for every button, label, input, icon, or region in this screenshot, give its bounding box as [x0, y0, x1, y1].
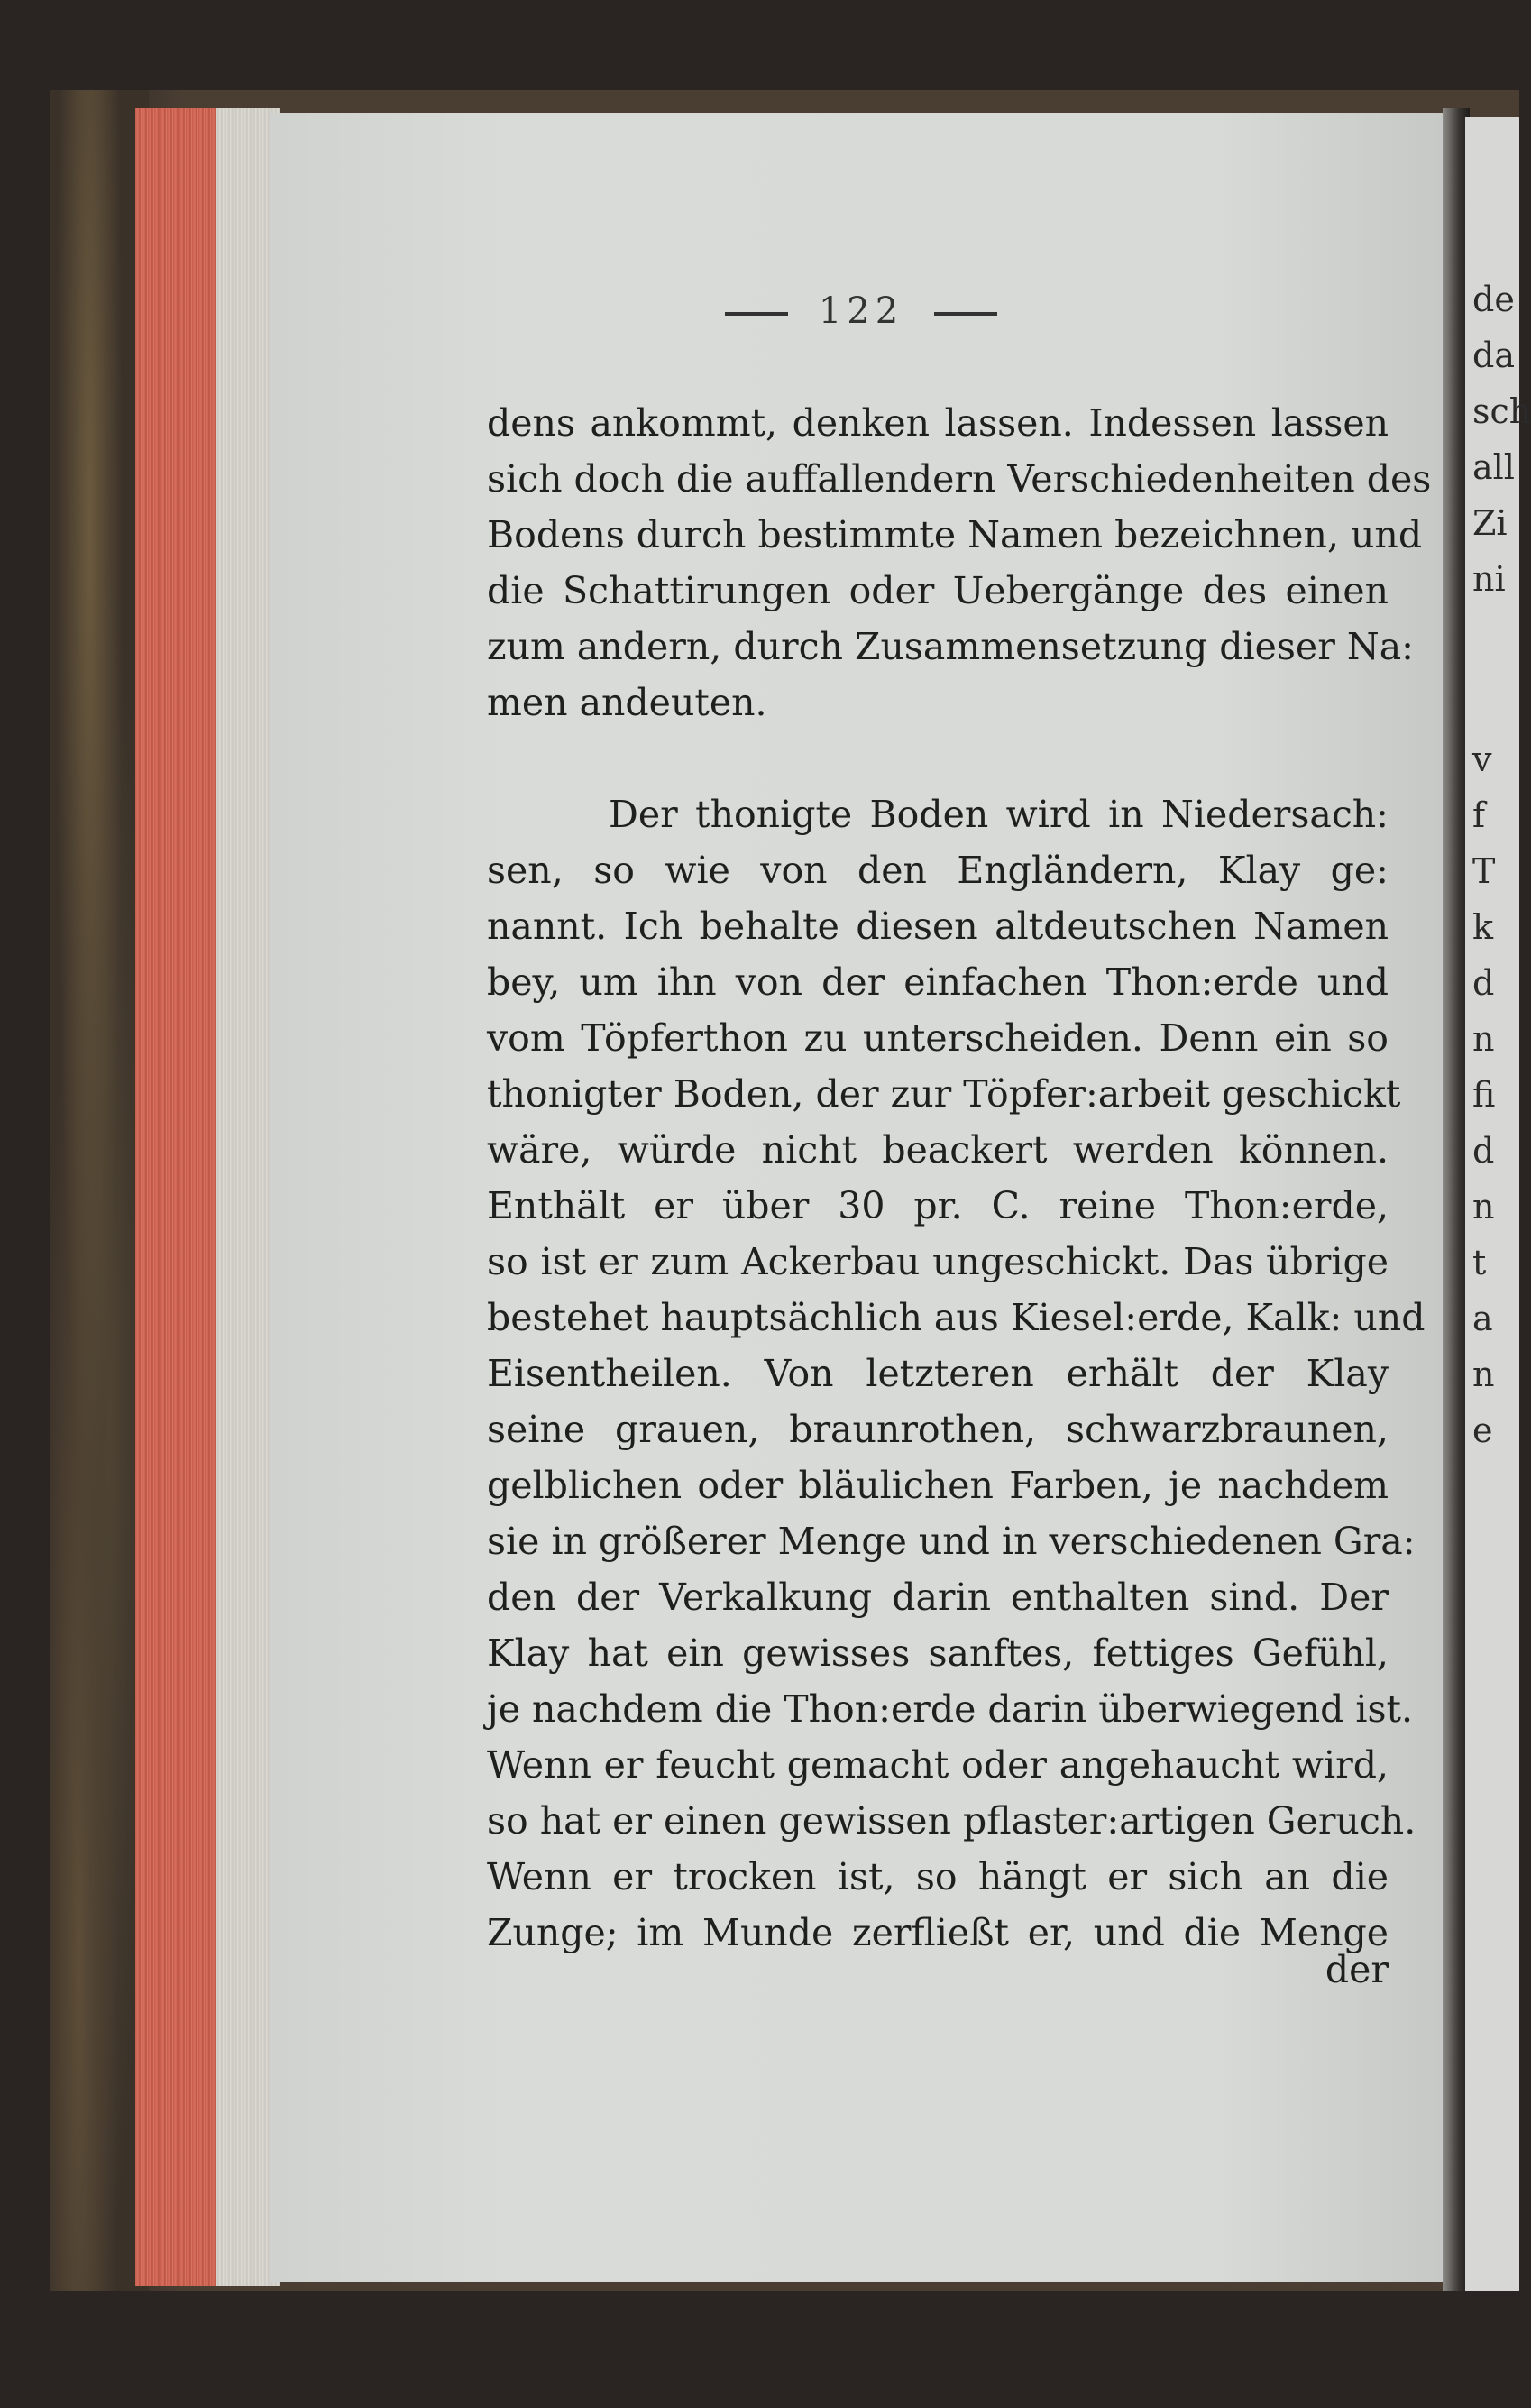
- text-line: sie in größerer Menge und in verschiedenen Gra:: [487, 1520, 1416, 1563]
- paragraph-2: [487, 786, 1426, 1961]
- facing-page-fragment: Zi: [1472, 503, 1508, 543]
- paragraph-1: [487, 395, 1432, 731]
- header-dash-left: [725, 312, 788, 316]
- marbled-cover-edge: [50, 90, 149, 2291]
- facing-page: [1465, 117, 1531, 2291]
- catchword: der: [1325, 1948, 1389, 1991]
- page-number: 122: [818, 290, 904, 332]
- facing-page-fragment: e: [1472, 1411, 1493, 1450]
- text-line: thonigter Boden, der zur Töpfer:arbeit geschickt: [487, 1072, 1401, 1116]
- text-line: vom Töpferthon zu unterscheiden. Denn ein so: [487, 1016, 1389, 1060]
- facing-page-fragment: da: [1472, 335, 1515, 375]
- facing-page-fragment: v: [1472, 740, 1492, 779]
- text-line: Bodens durch bestimmte Namen bezeichnen, und: [487, 513, 1423, 556]
- text-line: sich doch die auffallendern Verschiedenheiten des: [487, 457, 1432, 501]
- text-line: den der Verkalkung darin enthalten sind. Der: [487, 1576, 1389, 1619]
- text-line: men andeuten.: [487, 681, 767, 724]
- text-line: seine grauen, braunrothen, schwarzbraunen,: [487, 1408, 1389, 1451]
- facing-page-fragment: d: [1472, 963, 1495, 1003]
- facing-page-fragment: n: [1472, 1355, 1495, 1394]
- facing-page-fragment: n: [1472, 1019, 1495, 1059]
- facing-page-fragment: t: [1472, 1243, 1487, 1282]
- facing-page-fragment: d: [1472, 1131, 1495, 1171]
- text-line: die Schattirungen oder Uebergänge des einen: [487, 569, 1389, 612]
- page-header: [270, 290, 1452, 332]
- text-line: Der thonigte Boden wird in Niedersach:: [609, 793, 1389, 836]
- facing-page-fragment: ni: [1472, 559, 1506, 599]
- facing-page-fragment: fi: [1472, 1075, 1496, 1115]
- text-line: Klay hat ein gewisses sanftes, fettiges Gefühl,: [487, 1631, 1389, 1675]
- facing-page-fragment: f: [1472, 795, 1486, 835]
- text-line: je nachdem die Thon:erde darin überwiegend ist.: [487, 1687, 1414, 1731]
- header-dash-right: [934, 312, 997, 316]
- text-line: zum andern, durch Zusammensetzung dieser Na:: [487, 625, 1414, 668]
- text-line: sen, so wie von den Engländern, Klay ge:: [487, 849, 1389, 892]
- facing-page-fragment: n: [1472, 1187, 1495, 1227]
- text-line: Zunge; im Munde zerfließt er, und die Menge: [487, 1911, 1389, 1954]
- text-line: gelblichen oder bläulichen Farben, je nachdem: [487, 1464, 1389, 1507]
- facing-page-fragment: T: [1472, 851, 1496, 891]
- facing-page-fragment: k: [1472, 907, 1494, 947]
- text-line: so hat er einen gewissen pflaster:artigen Geruch.: [487, 1799, 1416, 1843]
- text-line: Enthält er über 30 pr. C. reine Thon:erde,: [487, 1184, 1389, 1227]
- text-line: Eisentheilen. Von letzteren erhält der Klay: [487, 1352, 1389, 1395]
- facing-page-fragment: a: [1472, 1299, 1493, 1338]
- text-line: dens ankommt, denken lassen. Indessen lassen: [487, 401, 1389, 445]
- text-line: bey, um ihn von der einfachen Thon:erde und: [487, 960, 1389, 1004]
- text-line: wäre, würde nicht beackert werden können.: [487, 1128, 1389, 1172]
- text-line: bestehet hauptsächlich aus Kiesel:erde, Kalk: und: [487, 1296, 1426, 1339]
- text-line: nannt. Ich behalte diesen altdeutschen Namen: [487, 905, 1389, 948]
- text-line: Wenn er trocken ist, so hängt er sich an die: [487, 1855, 1389, 1898]
- text-line: Wenn er feucht gemacht oder angehaucht wird,: [487, 1743, 1389, 1787]
- facing-page-fragment: de: [1472, 280, 1515, 319]
- facing-page-fragment: all: [1472, 447, 1515, 487]
- text-line: so ist er zum Ackerbau ungeschickt. Das übrige: [487, 1240, 1389, 1283]
- facing-page-fragment: sch: [1472, 391, 1531, 431]
